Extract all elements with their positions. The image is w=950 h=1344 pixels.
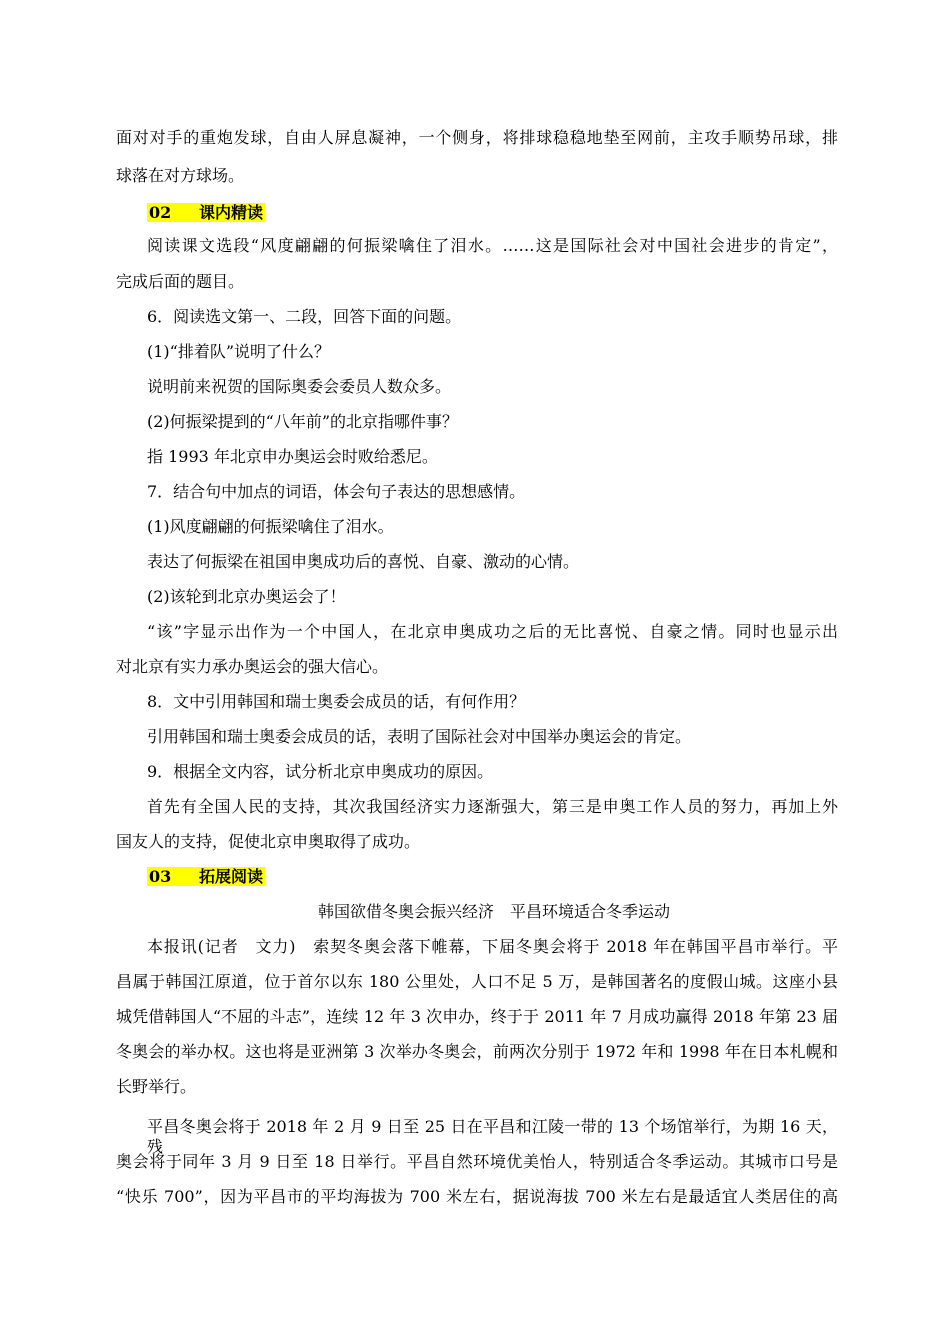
question-7: 7．结合句中加点的词语，体会句子表达的思想感情。 [147,482,526,501]
article-line: 平昌冬奥会将于 2018 年 2 月 9 日至 25 日在平昌和江陵一带的 13 个场馆举行，为期 16 天，残 [147,1117,838,1156]
answer-7-1: 表达了何振梁在祖国申奥成功后的喜悦、自豪、激动的心情。 [147,552,580,571]
section-header-03 [147,867,265,887]
article-line: “快乐 700”，因为平昌市的平均海拔为 700 米左右，据说海拔 700 米左右是最适宜人类居住的高 [116,1187,838,1206]
answer-9-cont: 国友人的支持，促使北京申奥取得了成功。 [116,832,421,851]
question-7-2: (2)该轮到北京办奥运会了！ [147,587,346,606]
article-line: 奥会将于同年 3 月 9 日至 18 日举行。平昌自然环境优美怡人，特别适合冬季运动。其城市口号是 [116,1152,838,1171]
text-line: 球落在对方球场。 [116,166,245,185]
article-line: 长野举行。 [116,1077,197,1096]
question-9: 9．根据全文内容，试分析北京申奥成功的原因。 [147,762,494,781]
section-number: 02 [149,203,172,222]
question-6-2: (2)何振梁提到的“八年前”的北京指哪件事？ [147,412,459,431]
text-line: 阅读课文选段“风度翩翩的何振梁噙住了泪水。……这是国际社会对中国社会进步的肯定”， [147,236,838,255]
question-6-1: (1)“排着队”说明了什么？ [147,342,331,361]
answer-6-1: 说明前来祝贺的国际奥委会委员人数众多。 [147,377,452,396]
section-header-02 [147,203,265,223]
text-line: 完成后面的题目。 [116,272,245,291]
answer-8: 引用韩国和瑞士奥委会成员的话，表明了国际社会对中国举办奥运会的肯定。 [147,727,692,746]
question-8: 8．文中引用韩国和瑞士奥委会成员的话，有何作用？ [147,692,526,711]
answer-7-2-cont: 对北京有实力承办奥运会的强大信心。 [116,657,389,676]
article-title: 韩国欲借冬奥会振兴经济 平昌环境适合冬季运动 [317,902,670,921]
article-line: 城凭借韩国人“不屈的斗志”，连续 12 年 3 次申办，终于于 2011 年 7 月成功赢得 2018 年第 23 届 [116,1007,838,1026]
text-line: 面对对手的重炮发球，自由人屏息凝神，一个侧身，将排球稳稳地垫至网前，主攻手顺势吊球，排 [116,128,838,147]
answer-6-2: 指 1993 年北京申办奥运会时败给悉尼。 [147,447,438,466]
question-6: 6．阅读选文第一、二段，回答下面的问题。 [147,307,462,326]
article-line: 本报讯(记者 文力) 索契冬奥会落下帷幕，下届冬奥会将于 2018 年在韩国平昌市举行。平 [147,937,838,956]
article-line: 昌属于韩国江原道，位于首尔以东 180 公里处，人口不足 5 万，是韩国著名的度假山城。这座小县 [116,972,838,991]
section-label: 课内精读 [199,203,264,222]
section-label: 拓展阅读 [199,867,264,886]
answer-7-2: “该”字显示出作为一个中国人，在北京申奥成功之后的无比喜悦、自豪之情。同时也显示出 [147,622,838,641]
article-line: 冬奥会的举办权。这也将是亚洲第 3 次举办冬奥会，前两次分别于 1972 年和 1998 年在日本札幌和 [116,1042,838,1061]
answer-9: 首先有全国人民的支持，其次我国经济实力逐渐强大，第三是申奥工作人员的努力，再加上外 [147,797,838,816]
section-number: 03 [149,867,172,886]
question-7-1: (1)风度翩翩的何振梁噙住了泪水。 [147,517,394,536]
